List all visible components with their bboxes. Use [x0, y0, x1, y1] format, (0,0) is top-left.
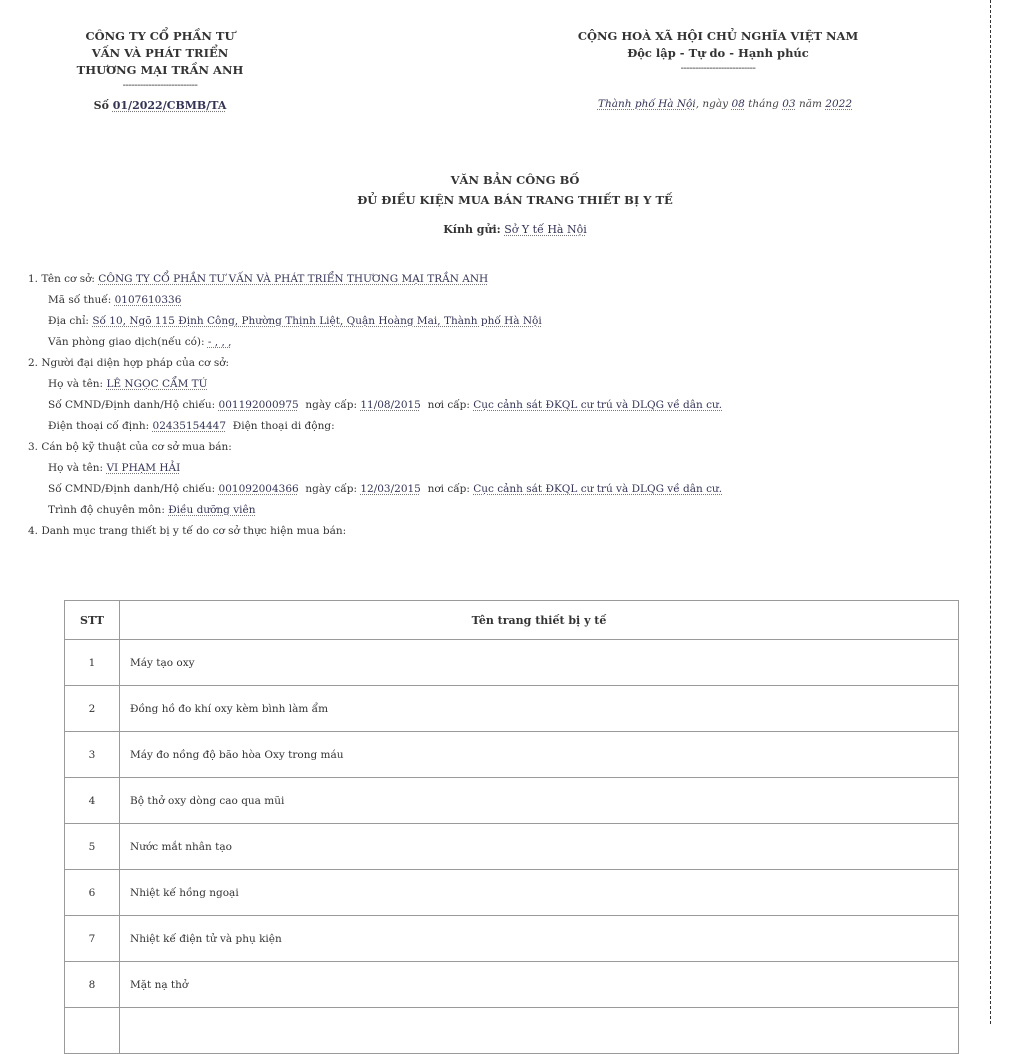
row-number: 3: [65, 732, 120, 778]
technician-name: VI PHẠM HẢI: [106, 462, 181, 474]
recipient-label: Kính gửi:: [443, 223, 501, 236]
representative-name-label: Họ và tên:: [48, 378, 104, 390]
national-title: CỘNG HOÀ XÃ HỘI CHỦ NGHĨA VIỆT NAM: [577, 29, 859, 43]
address-line: [28, 311, 968, 332]
landline-label: Điện thoại cố định:: [48, 420, 150, 432]
tax-code-value: 0107610336: [114, 294, 182, 306]
equipment-name: Bộ thở oxy dòng cao qua mũi: [120, 778, 959, 824]
row-number: 8: [65, 962, 120, 1008]
title-line-2: ĐỦ ĐIỀU KIỆN MUA BÁN TRANG THIẾT BỊ Y TẾ: [357, 193, 673, 207]
date-day: 08: [731, 98, 745, 110]
document-number-prefix: Số: [93, 99, 109, 112]
document-number: [40, 97, 280, 114]
representative-issue-place-label: nơi cấp:: [427, 399, 470, 411]
column-header-equipment-name: Tên trang thiết bị y tế: [120, 601, 959, 640]
representative-issue-place: Cục cảnh sát ĐKQL cư trú và DLQG về dân cư.: [473, 399, 723, 411]
tax-code-line: [28, 290, 968, 311]
company-name-line-2: VẤN VÀ PHÁT TRIỂN: [91, 46, 229, 60]
date-month: 03: [782, 98, 796, 110]
table-row: [65, 870, 959, 916]
technician-id: 001092004366: [218, 483, 299, 495]
national-header: [548, 28, 888, 76]
date-line: [560, 98, 890, 110]
representative-issue-date-label: ngày cấp:: [305, 399, 357, 411]
landline-value: 02435154447: [152, 420, 227, 432]
motto-divider: --------------------------: [680, 63, 756, 74]
title-line-1: VĂN BẢN CÔNG BỐ: [450, 173, 580, 187]
facility-name-line: [28, 269, 968, 290]
facility-name: CÔNG TY CỔ PHẦN TƯ VẤN VÀ PHÁT TRIỂN THƯƠNG MẠI TRẦN ANH: [98, 273, 489, 285]
recipient-value: Sở Y tế Hà Nội: [504, 223, 587, 236]
document-body: [28, 269, 968, 542]
document-number-value: 01/2022/CBMB/TA: [112, 99, 227, 112]
table-row: [65, 640, 959, 686]
company-name-line-1: CÔNG TY CỔ PHẦN TƯ: [85, 29, 235, 43]
table-row-partial: [65, 1008, 959, 1054]
technician-name-line: [28, 458, 968, 479]
table-row: [65, 916, 959, 962]
company-header: [40, 28, 280, 114]
equipment-name: Nhiệt kế điện tử và phụ kiện: [120, 916, 959, 962]
section-4-heading: 4. Danh mục trang thiết bị y tế do cơ sở thực hiện mua bán:: [28, 525, 347, 537]
equipment-name: Máy đo nồng độ bão hòa Oxy trong máu: [120, 732, 959, 778]
technician-issue-place: Cục cảnh sát ĐKQL cư trú và DLQG về dân cư.: [473, 483, 723, 495]
table-header-row: [65, 601, 959, 640]
equipment-name: Nhiệt kế hồng ngoại: [120, 870, 959, 916]
table-row: [65, 778, 959, 824]
technician-issue-place-label: nơi cấp:: [427, 483, 470, 495]
equipment-table: [64, 600, 959, 1054]
table-row: [65, 732, 959, 778]
row-number: 1: [65, 640, 120, 686]
row-number-empty: [65, 1008, 120, 1054]
equipment-name: Đồng hồ đo khí oxy kèm bình làm ẩm: [120, 686, 959, 732]
column-header-stt: STT: [65, 601, 120, 640]
page-edge-divider: [990, 0, 991, 1024]
company-divider: --------------------------: [122, 80, 198, 91]
technician-id-line: [28, 479, 968, 500]
table-row: [65, 686, 959, 732]
recipient-line: [380, 223, 650, 236]
row-number: 2: [65, 686, 120, 732]
office-value: - , , ,: [207, 336, 232, 348]
date-sep: , ngày: [695, 98, 729, 110]
company-name-line-3: THƯƠNG MẠI TRẦN ANH: [76, 63, 244, 77]
representative-name: LÊ NGỌC CẨM TÚ: [106, 378, 208, 390]
section-1-heading: 1. Tên cơ sở:: [28, 273, 95, 285]
address-label: Địa chỉ:: [48, 315, 89, 327]
technician-issue-date: 12/03/2015: [360, 483, 421, 495]
table-row: [65, 824, 959, 870]
technician-name-label: Họ và tên:: [48, 462, 104, 474]
date-month-label: tháng: [748, 98, 779, 110]
date-year: 2022: [825, 98, 853, 110]
qualification-value: Điều dưỡng viên: [168, 504, 256, 516]
section-3-heading: 3. Cán bộ kỹ thuật của cơ sở mua bán:: [28, 441, 232, 453]
equipment-name: Mặt nạ thở: [120, 962, 959, 1008]
date-year-label: năm: [798, 98, 822, 110]
representative-name-line: [28, 374, 968, 395]
representative-id-line: [28, 395, 968, 416]
office-label: Văn phòng giao dịch(nếu có):: [48, 336, 205, 348]
document-title: [300, 170, 730, 210]
equipment-name-empty: [120, 1008, 959, 1054]
technician-id-label: Số CMND/Định danh/Hộ chiếu:: [48, 483, 216, 495]
equipment-name: Máy tạo oxy: [120, 640, 959, 686]
equipment-name: Nước mắt nhân tạo: [120, 824, 959, 870]
qualification-label: Trình độ chuyên môn:: [48, 504, 165, 516]
representative-id-label: Số CMND/Định danh/Hộ chiếu:: [48, 399, 216, 411]
address-value: Số 10, Ngõ 115 Định Công, Phường Thịnh Liệt, Quận Hoàng Mai, Thành phố Hà Nội: [92, 315, 542, 327]
section-2-heading: 2. Người đại diện hợp pháp của cơ sở:: [28, 357, 230, 369]
national-motto: Độc lập - Tự do - Hạnh phúc: [627, 46, 809, 60]
row-number: 4: [65, 778, 120, 824]
row-number: 7: [65, 916, 120, 962]
representative-phone-line: [28, 416, 968, 437]
technician-qualification-line: [28, 500, 968, 521]
row-number: 5: [65, 824, 120, 870]
table-row: [65, 962, 959, 1008]
mobile-label: Điện thoại di động:: [232, 420, 335, 432]
technician-issue-date-label: ngày cấp:: [305, 483, 357, 495]
representative-id: 001192000975: [218, 399, 299, 411]
tax-code-label: Mã số thuế:: [48, 294, 112, 306]
date-place: Thành phố Hà Nội: [597, 98, 696, 110]
row-number: 6: [65, 870, 120, 916]
representative-issue-date: 11/08/2015: [360, 399, 421, 411]
office-line: [28, 332, 968, 353]
